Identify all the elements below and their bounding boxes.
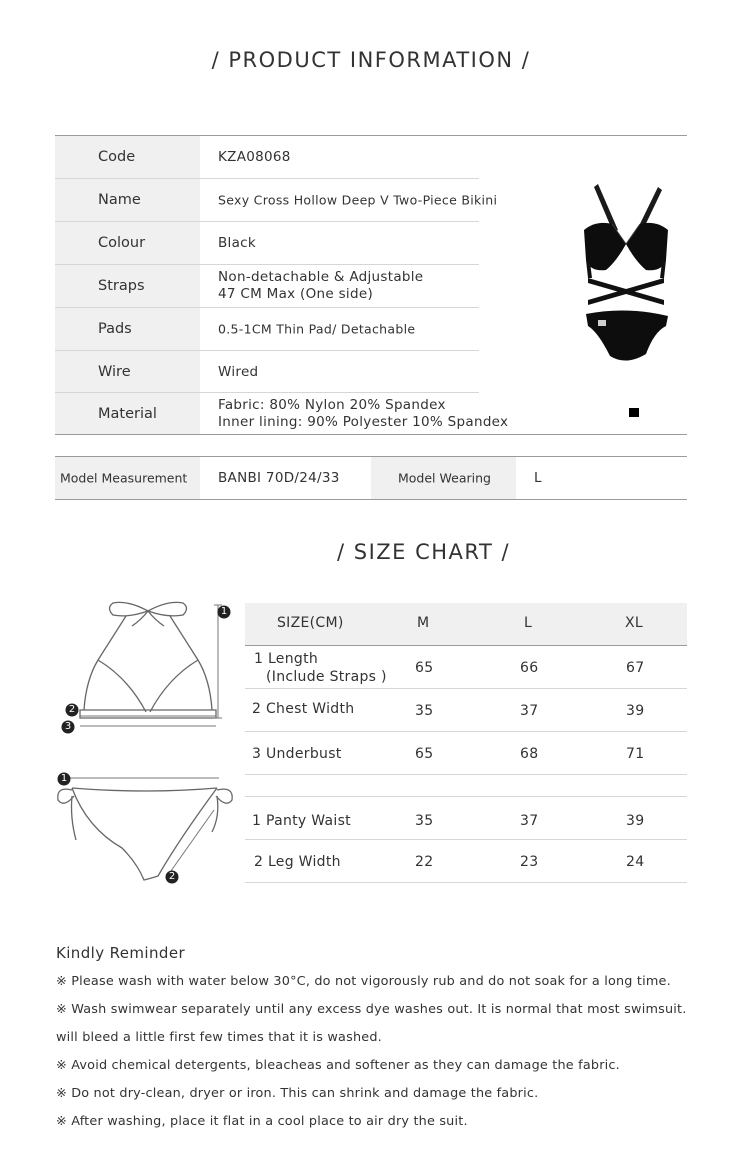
- marker-label: 2: [168, 871, 176, 882]
- info-label: [55, 222, 200, 264]
- info-label-text: Pads: [98, 321, 132, 337]
- size-value: 65: [415, 746, 434, 762]
- info-label: [55, 136, 200, 178]
- model-wearing-value: L: [534, 470, 542, 486]
- info-value: Black: [218, 235, 257, 251]
- size-row-label: [254, 650, 387, 686]
- size-value: 39: [626, 813, 645, 829]
- size-row-label-line: (Include Straps ): [266, 669, 387, 685]
- info-value: KZA08068: [218, 149, 291, 165]
- size-value: 22: [415, 854, 434, 870]
- product-image: [576, 182, 676, 367]
- model-measurement-label: Model Measurement: [60, 470, 188, 486]
- size-value: 65: [415, 660, 434, 676]
- size-header-cell: XL: [625, 615, 643, 631]
- size-value: 67: [626, 660, 645, 676]
- info-label-text: Name: [98, 192, 141, 208]
- reminder-line: ※ After washing, place it flat in a cool place to air dry the suit.: [56, 1114, 468, 1129]
- row-divider: [245, 645, 687, 646]
- model-wearing-label: Model Wearing: [398, 470, 491, 486]
- info-label: [55, 179, 200, 221]
- size-value: 35: [415, 703, 434, 719]
- size-value: 68: [520, 746, 539, 762]
- info-label-text: Material: [98, 406, 157, 422]
- size-row-label: 1 Panty Waist: [252, 813, 351, 829]
- model-wearing-label-cell: [371, 457, 516, 499]
- size-row-label-line: 1 Length: [254, 651, 319, 667]
- info-value-line: Non-detachable & Adjustable: [218, 269, 424, 285]
- info-value: [218, 397, 508, 431]
- size-value: 23: [520, 854, 539, 870]
- row-divider: [245, 839, 687, 840]
- size-value: 37: [520, 813, 539, 829]
- size-value: 39: [626, 703, 645, 719]
- row-divider: [245, 796, 687, 797]
- reminder-line: will bleed a little first few times that it is washed.: [56, 1030, 382, 1045]
- model-bottom-border: [55, 499, 687, 500]
- info-value: [218, 269, 423, 303]
- size-header-cell: M: [417, 615, 430, 631]
- marker-label: 1: [60, 773, 68, 784]
- reminder-line: ※ Avoid chemical detergents, bleacheas and softener as they can damage the fabric.: [56, 1058, 620, 1073]
- size-value: 37: [520, 703, 539, 719]
- model-measurement-label-cell: [55, 457, 200, 499]
- info-value-line: Fabric: 80% Nylon 20% Spandex: [218, 397, 446, 413]
- size-chart-title: / SIZE CHART /: [337, 540, 511, 564]
- marker-label: 2: [68, 704, 76, 715]
- info-label-text: Code: [98, 149, 136, 165]
- product-info-title: / PRODUCT INFORMATION /: [211, 48, 531, 72]
- info-label: [55, 351, 200, 393]
- info-value: Wired: [218, 364, 259, 380]
- row-divider: [245, 882, 687, 883]
- size-header-cell: SIZE(CM): [277, 615, 344, 631]
- size-value: 71: [626, 746, 645, 762]
- info-label-text: Colour: [98, 235, 146, 251]
- row-divider: [245, 688, 687, 689]
- reminder-title: Kindly Reminder: [56, 944, 186, 962]
- info-value-line: Inner lining: 90% Polyester 10% Spandex: [218, 414, 509, 430]
- row-divider: [245, 731, 687, 732]
- size-row-label: 2 Chest Width: [252, 701, 355, 717]
- bikini-top-diagram: [58, 598, 238, 738]
- info-label: [55, 308, 200, 350]
- info-row-code: [55, 136, 687, 178]
- info-value: 0.5-1CM Thin Pad/ Detachable: [218, 321, 416, 337]
- bikini-bottom-diagram: [52, 768, 242, 888]
- marker-label: 1: [220, 606, 228, 617]
- size-header-cell: L: [524, 615, 533, 631]
- info-label-text: Wire: [98, 364, 131, 380]
- reminder-line: ※ Wash swimwear separately until any excess dye washes out. It is normal that most swimsuit.: [56, 1002, 687, 1017]
- info-label: [55, 393, 200, 435]
- marker-label: 3: [64, 721, 72, 732]
- row-divider: [245, 774, 687, 775]
- table-bottom-border: [55, 434, 687, 435]
- size-value: 66: [520, 660, 539, 676]
- info-value-line: 47 CM Max (One side): [218, 286, 374, 302]
- size-value: 35: [415, 813, 434, 829]
- info-row-material: [55, 393, 687, 435]
- info-label: [55, 265, 200, 307]
- size-value: 24: [626, 854, 645, 870]
- colour-swatch: [629, 408, 639, 417]
- reminder-line: ※ Do not dry-clean, dryer or iron. This can shrink and damage the fabric.: [56, 1086, 539, 1101]
- size-row-label: 2 Leg Width: [254, 854, 341, 870]
- model-measurement-value: BANBI 70D/24/33: [218, 470, 340, 486]
- size-row-label: 3 Underbust: [252, 746, 342, 762]
- reminder-line: ※ Please wash with water below 30°C, do not vigorously rub and do not soak for a long time.: [56, 974, 671, 989]
- info-value: Sexy Cross Hollow Deep V Two-Piece Bikini: [218, 192, 498, 208]
- info-label-text: Straps: [98, 278, 145, 294]
